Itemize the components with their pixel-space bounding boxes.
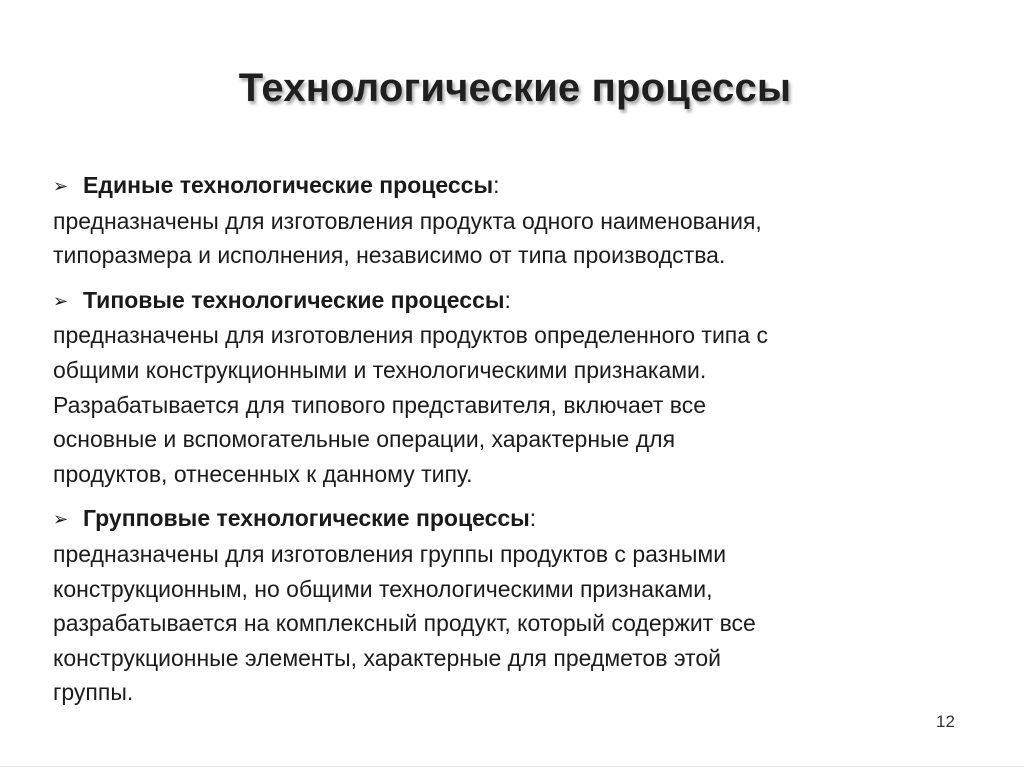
item-description-line: типоразмера и исполнения, независимо от типа производства. (53, 242, 726, 269)
item-description-line: предназначены для изготовления продукта одного наименования, (53, 207, 762, 234)
arrow-bullet-icon: ➢ (53, 176, 69, 196)
page-number: 12 (936, 712, 955, 731)
arrow-bullet-icon: ➢ (53, 290, 69, 311)
item-description-line: группы. (53, 679, 134, 706)
arrow-bullet-icon: ➢ (53, 509, 69, 530)
item-description-line: Разрабатывается для типового представителя, включает все (53, 391, 706, 418)
item-description-line: предназначены для изготовления группы продуктов с разными (53, 540, 727, 567)
item-heading: Групповые технологические процессы (83, 505, 530, 532)
item-description-line: предназначены для изготовления продуктов определенного типа с (53, 322, 768, 349)
list-item-typical (53, 283, 983, 492)
slide-title: Технологические процессы (238, 66, 792, 110)
item-description-line: конструкционным, но общими технологическими признаками, (53, 575, 713, 602)
item-description-line: продуктов, отнесенных к данному типу. (53, 460, 473, 487)
item-description-line: общими конструкционными и технологическими признаками. (53, 356, 707, 383)
item-heading: Единые технологические процессы (83, 172, 494, 198)
item-heading-colon: : (529, 505, 537, 532)
item-description-line: основные и вспомогательные операции, характерные для (53, 426, 676, 453)
item-description-line: разрабатывается на комплексный продукт, который содержит все (53, 610, 756, 637)
list-item-group (53, 501, 983, 710)
item-heading-row (53, 501, 983, 537)
item-heading-colon: : (493, 172, 500, 198)
item-heading: Типовые технологические процессы (83, 286, 505, 313)
item-heading-colon: : (504, 286, 511, 313)
item-heading-row (53, 283, 983, 319)
bullet-list (53, 168, 983, 720)
list-item-unified (53, 168, 983, 273)
item-description-line: конструкционные элементы, характерные для предметов этой (53, 644, 721, 671)
item-heading-row (53, 168, 983, 204)
